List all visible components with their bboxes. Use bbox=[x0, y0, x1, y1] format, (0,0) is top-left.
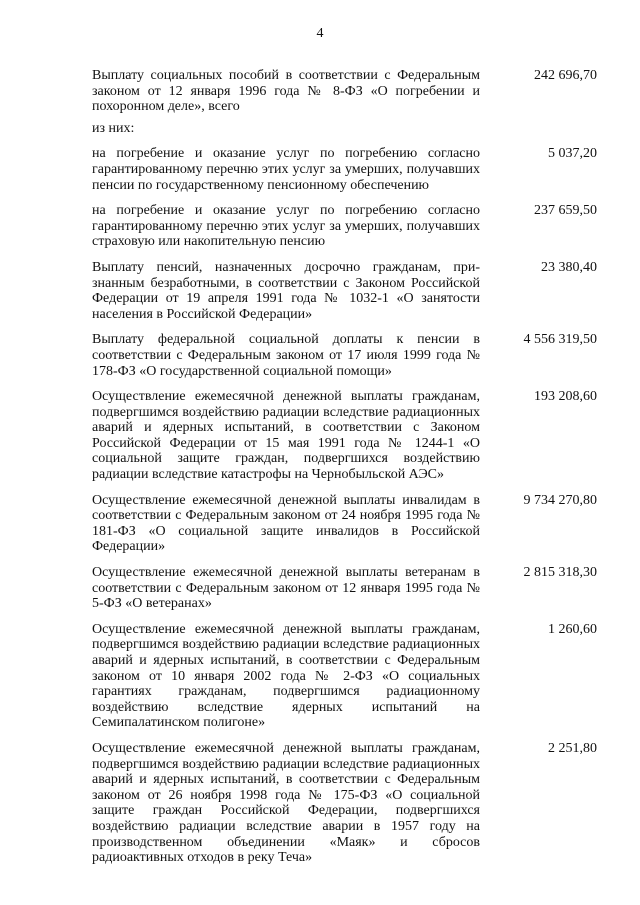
item-description: Выплату федеральной социальной доплаты к пенсии в соответствии с Федеральным законом от 17 июля 1999 года № 178-ФЗ «О государственной социальной помощи» bbox=[92, 332, 480, 379]
item-amount: 242 696,70 bbox=[534, 68, 597, 83]
list-item bbox=[92, 389, 597, 483]
item-amount: 1 260,60 bbox=[548, 621, 597, 637]
list-item bbox=[92, 203, 597, 250]
item-description: на погребение и оказание услуг по погребению согласно гарантированному перечню этих услуг за умерших, получавших пенсии по государственному пенсионному обеспечению bbox=[92, 146, 480, 193]
item-description: Выплату социальных пособий в соответствии с Федеральным законом от 12 января 1996 года № 8-ФЗ «О погребении и похоронном деле», всего bbox=[92, 68, 480, 115]
item-description: из них: bbox=[92, 120, 135, 136]
item-amount: 2 251,80 bbox=[548, 740, 597, 756]
list-item bbox=[92, 146, 597, 193]
item-amount: 4 556 319,50 bbox=[523, 332, 597, 348]
item-amount: 237 659,50 bbox=[534, 203, 597, 219]
list-item bbox=[92, 260, 597, 322]
list-item bbox=[92, 68, 597, 115]
page-number: 4 bbox=[316, 26, 324, 41]
item-description: Осуществление ежемесячной денежной выплаты гражданам, подвергшимся воздействию радиации вследствие радиационных аварий и ядерных испытаний, в соответствии с Федеральным законом от 26 ноября 1998 года № 175-ФЗ «О социальной защите граждан Российской Федерации, подвергшихся воздействию радиации вследствие аварии в 1957 году на производственном объединении «Маяк» и сбросов радиоактивных отходов в реку Теча» bbox=[92, 740, 480, 866]
list-item bbox=[92, 741, 597, 866]
item-amount: 2 815 318,30 bbox=[523, 565, 597, 581]
list-item bbox=[92, 565, 597, 612]
item-description: Осуществление ежемесячной денежной выплаты ветеранам в соответствии с Федеральным законом от 12 января 1995 года № 5-ФЗ «О ветеранах» bbox=[92, 565, 480, 612]
item-amount: 9 734 270,80 bbox=[523, 492, 597, 508]
item-amount: 23 380,40 bbox=[541, 259, 597, 275]
list-item bbox=[92, 493, 597, 555]
list-item bbox=[92, 121, 597, 137]
item-description: Осуществление ежемесячной денежной выплаты гражданам, подвергшимся воздействию радиации вследствие радиационных аварий и ядерных испытаний, в соответствии с Федеральным законом от 10 января 2002 года № 2-ФЗ «О социальных гарантиях гражданам, подвергшимся радиационному воздействию вследствие ядерных испытаний на Семипалатинском полигоне» bbox=[92, 621, 480, 731]
item-description: Осуществление ежемесячной денежной выплаты инвалидам в соответствии с Федеральным законом от 24 ноября 1995 года № 181-ФЗ «О социальной защите инвалидов в Российской Федерации» bbox=[92, 492, 480, 555]
item-description: Выплату пенсий, назначенных досрочно гражданам, признанным безработными, в соответствии с Законом Российской Федерации от 19 апреля 1991 года № 1032-1 «О занятости населения в Российской Федерации» bbox=[92, 259, 480, 322]
expenditure-list bbox=[92, 68, 597, 876]
list-item bbox=[92, 622, 597, 731]
item-amount: 193 208,60 bbox=[534, 389, 597, 405]
item-description: на погребение и оказание услуг по погребению согласно гарантированному перечню этих услуг за умерших, получавших страховую или накопительную пенсию bbox=[92, 203, 480, 250]
item-description: Осуществление ежемесячной денежной выплаты гражданам, подвергшимся воздействию радиации вследствие радиационных аварий и ядерных испытаний, в соответствии с Законом Российской Федерации от 15 мая 1991 года № 1244-1 «О социальной защите граждан, подвергшихся воздействию радиации вследствие катастрофы на Чернобыльской АЭС» bbox=[92, 389, 480, 483]
item-amount: 5 037,20 bbox=[548, 146, 597, 162]
list-item bbox=[92, 332, 597, 379]
